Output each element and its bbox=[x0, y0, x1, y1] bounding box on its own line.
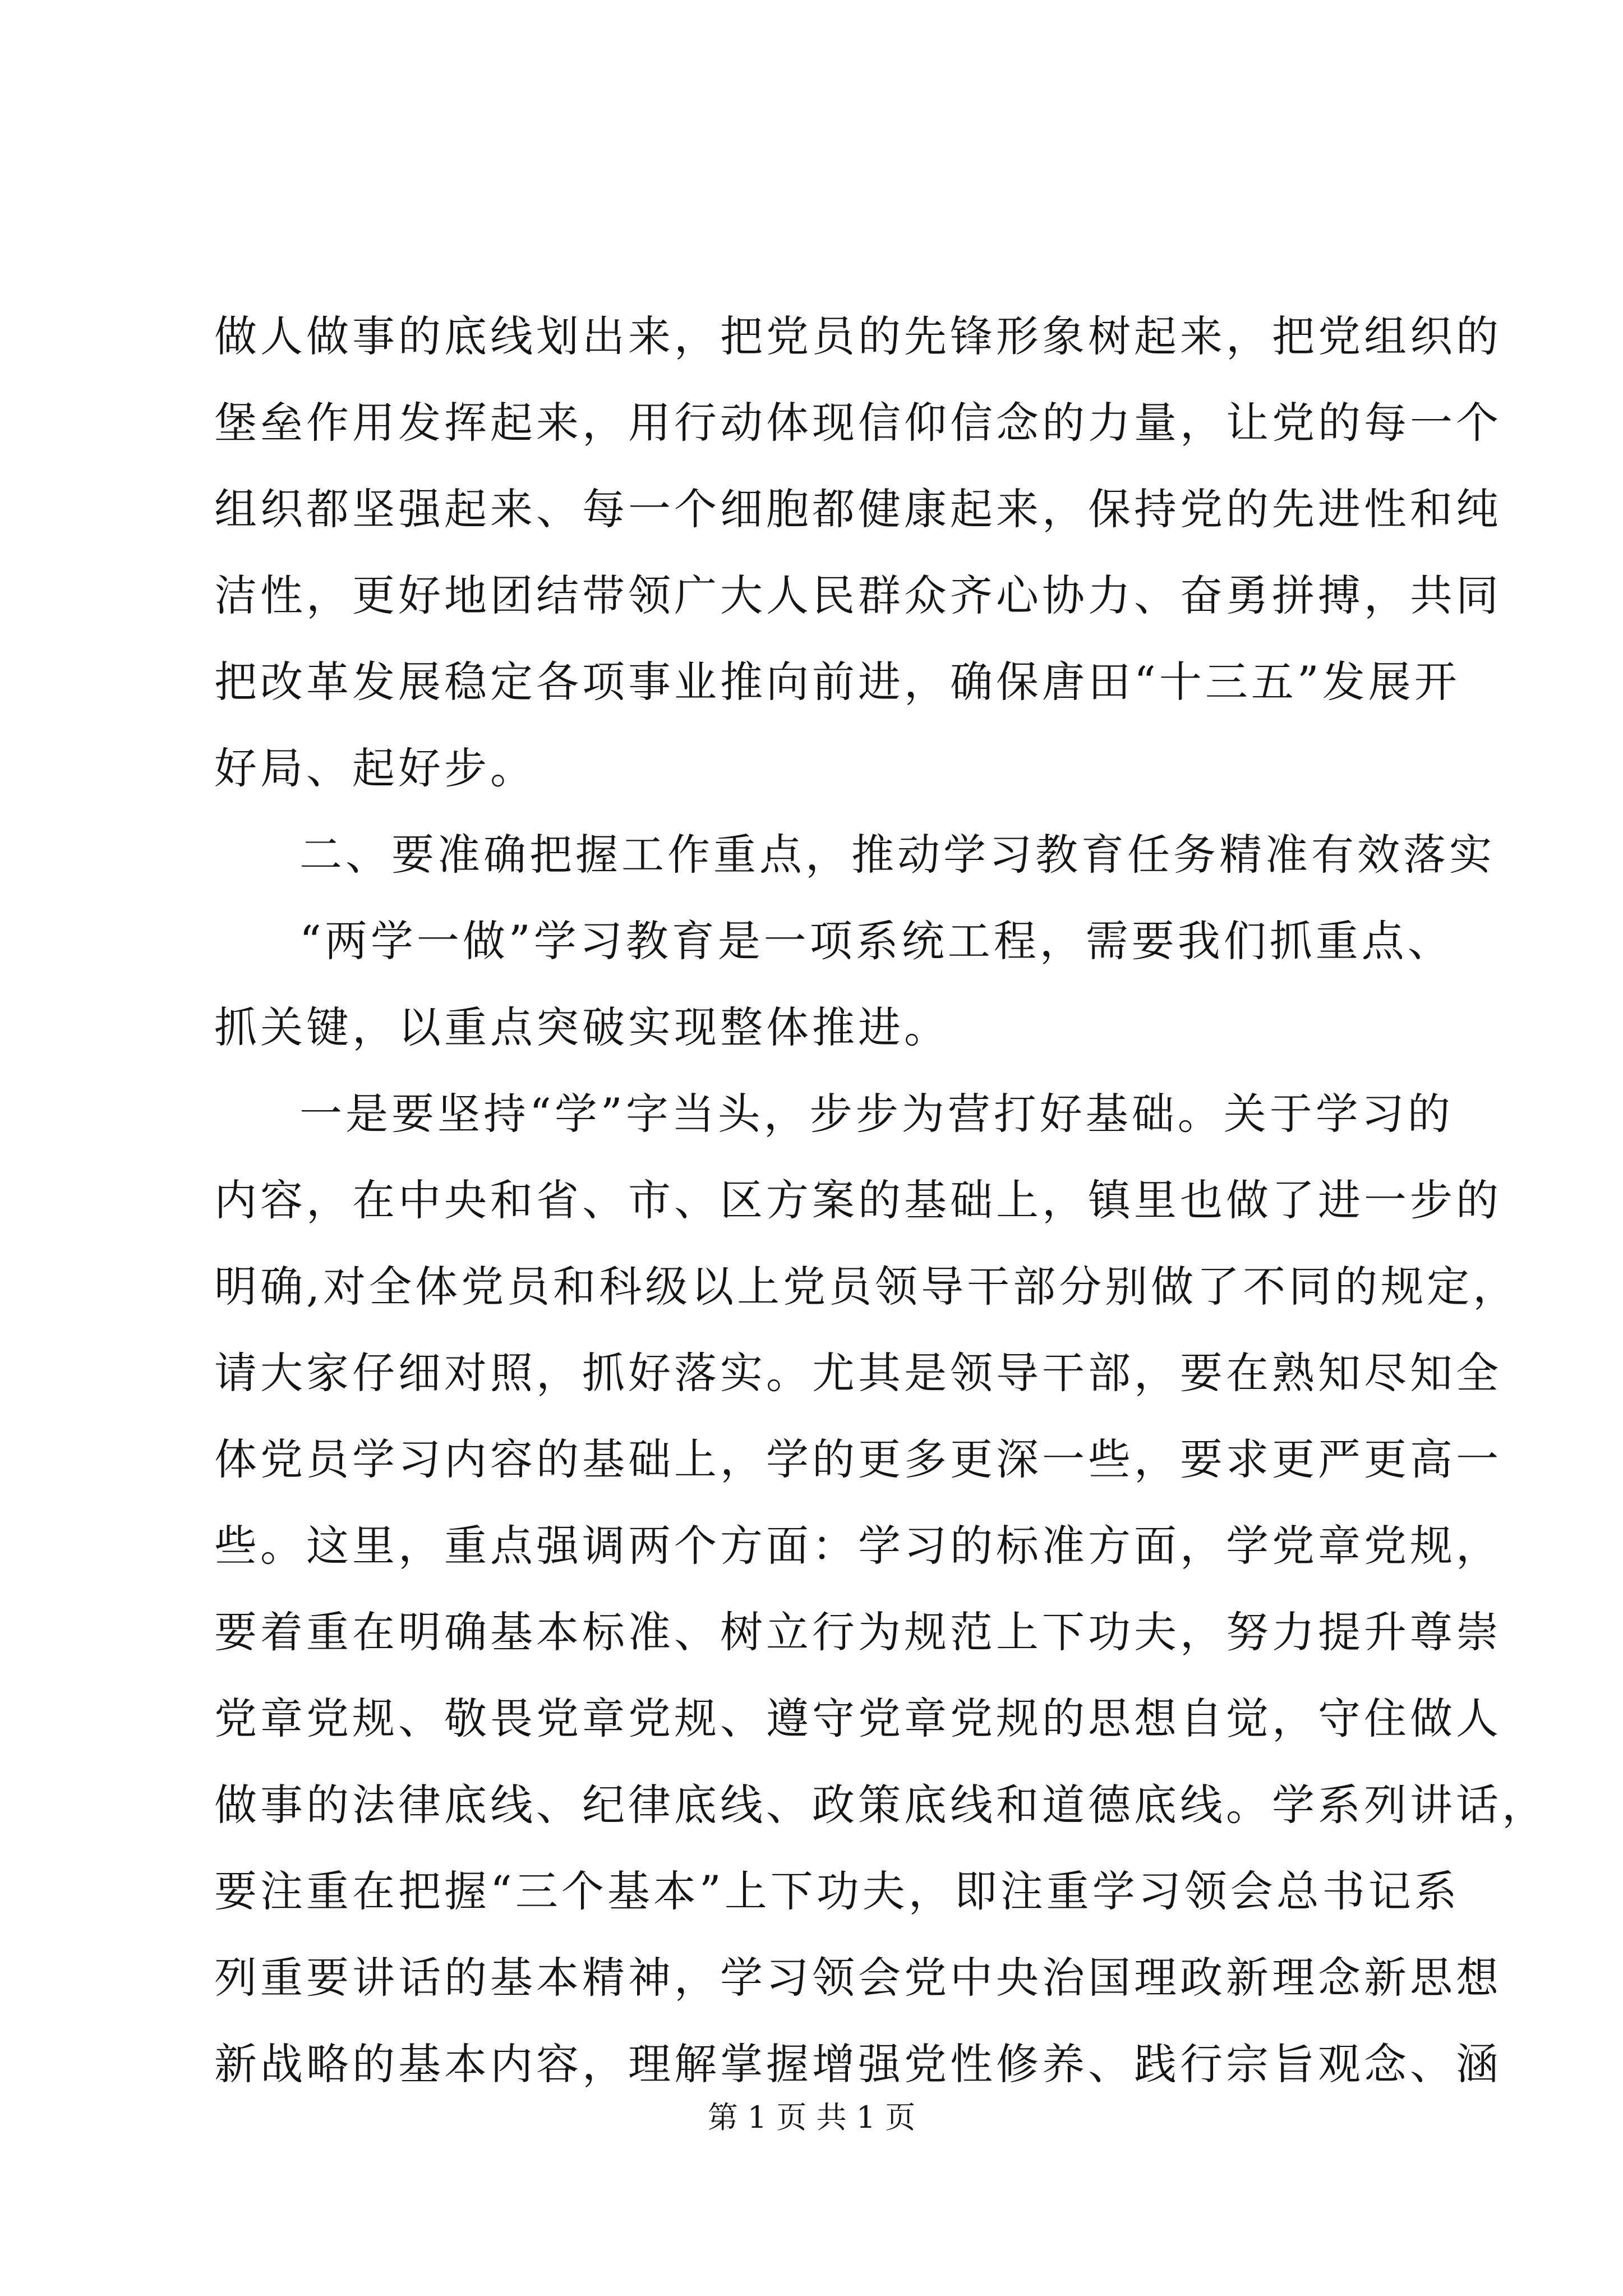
body-line-16: 要着重在明确基本标准、树立行为规范上下功夫，努力提升尊崇 bbox=[214, 1607, 1502, 1657]
body-line-9: 抓关键，以重点突破实现整体推进。 bbox=[214, 1002, 950, 1052]
body-line-3: 组织都坚强起来、每一个细胞都健康起来，保持党的先进性和纯 bbox=[214, 484, 1502, 534]
body-line-5: 把改革发展稳定各项事业推向前进，确保唐田“十三五”发展开 bbox=[214, 657, 1460, 707]
body-line-13: 请大家仔细对照，抓好落实。尤其是领导干部，要在熟知尽知全 bbox=[214, 1348, 1502, 1398]
body-line-21: 新战略的基本内容，理解掌握增强党性修养、践行宗旨观念、涵 bbox=[214, 2039, 1502, 2089]
section-heading: 二、要准确把握工作重点，推动学习教育任务精准有效落实 bbox=[299, 830, 1495, 880]
body-line-12: 明确,对全体党员和科级以上党员领导干部分别做了不同的规定， bbox=[214, 1262, 1519, 1312]
body-line-17: 党章党规、敬畏党章党规、遵守党章党规的思想自觉，守住做人 bbox=[214, 1694, 1502, 1743]
body-line-2: 堡垒作用发挥起来，用行动体现信仰信念的力量，让党的每一个 bbox=[214, 398, 1502, 448]
body-line-18: 做事的法律底线、纪律底线、政策底线和道德底线。学系列讲话， bbox=[214, 1780, 1548, 1830]
body-line-20: 列重要讲话的基本精神，学习领会党中央治国理政新理念新思想 bbox=[214, 1953, 1502, 2003]
body-line-8: “两学一做”学习教育是一项系统工程，需要我们抓重点、 bbox=[299, 916, 1454, 966]
page-footer: 第 1 页 共 1 页 bbox=[707, 2100, 916, 2135]
body-line-15: 些。这里，重点强调两个方面：学习的标准方面，学党章党规， bbox=[214, 1521, 1502, 1571]
body-line-19: 要注重在把握“三个基本”上下功夫，即注重学习领会总书记系 bbox=[214, 1866, 1460, 1916]
body-line-11: 内容，在中央和省、市、区方案的基础上，镇里也做了进一步的 bbox=[214, 1175, 1502, 1225]
body-line-1: 做人做事的底线划出来，把党员的先锋形象树起来，把党组织的 bbox=[214, 311, 1502, 361]
body-line-6: 好局、起好步。 bbox=[214, 743, 536, 793]
body-line-10: 一是要坚持“学”字当头，步步为营打好基础。关于学习的 bbox=[299, 1089, 1454, 1139]
body-line-14: 体党员学习内容的基础上，学的更多更深一些，要求更严更高一 bbox=[214, 1434, 1502, 1484]
body-line-4: 洁性，更好地团结带领广大人民群众齐心协力、奋勇拼搏，共同 bbox=[214, 570, 1502, 620]
